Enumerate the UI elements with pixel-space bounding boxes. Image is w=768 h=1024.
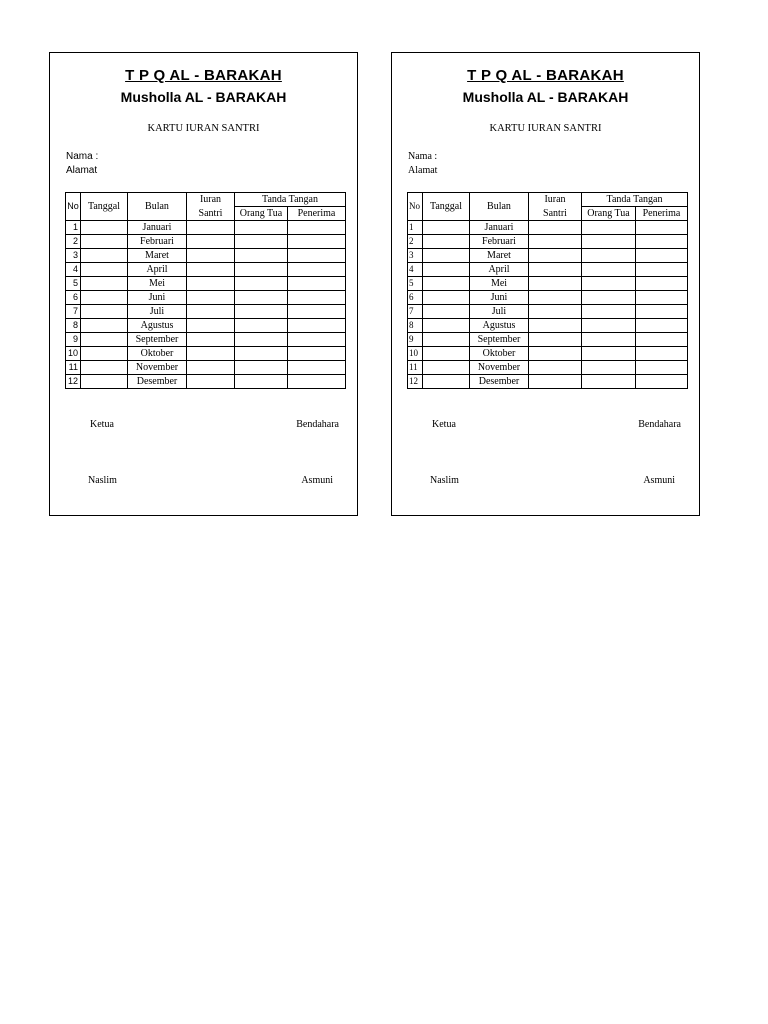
orang-tua-cell[interactable] <box>235 291 288 305</box>
tanggal-cell[interactable] <box>81 221 128 235</box>
row-no: 2 <box>66 235 81 249</box>
iuran-cell[interactable] <box>529 249 582 263</box>
orang-tua-cell[interactable] <box>582 235 636 249</box>
row-no: 11 <box>408 361 423 375</box>
iuran-cell[interactable] <box>529 305 582 319</box>
bulan-cell: Agustus <box>470 319 529 333</box>
orang-tua-cell[interactable] <box>582 361 636 375</box>
iuran-cell[interactable] <box>187 319 235 333</box>
card-title <box>392 67 699 84</box>
card-subtitle: Musholla AL - BARAKAH <box>120 89 287 105</box>
table-row <box>408 221 688 235</box>
header-no: No <box>66 193 81 221</box>
header-tanggal: Tanggal <box>81 193 128 221</box>
tanggal-cell[interactable] <box>423 375 470 389</box>
penerima-cell[interactable] <box>288 305 346 319</box>
row-no: 6 <box>408 291 423 305</box>
penerima-cell[interactable] <box>636 375 688 389</box>
alamat-field: Alamat <box>66 165 98 176</box>
bulan-cell: Juli <box>128 305 187 319</box>
iuran-cell[interactable] <box>187 277 235 291</box>
row-no: 7 <box>66 305 81 319</box>
orang-tua-cell[interactable] <box>235 305 288 319</box>
header-penerima: Penerima <box>288 207 346 221</box>
row-no: 11 <box>66 361 81 375</box>
row-no: 1 <box>408 221 423 235</box>
tanggal-cell[interactable] <box>81 277 128 291</box>
iuran-cell[interactable] <box>529 361 582 375</box>
tanggal-cell[interactable] <box>81 347 128 361</box>
row-no: 9 <box>66 333 81 347</box>
bulan-cell: Juni <box>128 291 187 305</box>
orang-tua-cell[interactable] <box>582 333 636 347</box>
penerima-cell[interactable] <box>636 221 688 235</box>
nama-field: Nama : <box>408 151 438 162</box>
card-name: KARTU IURAN SANTRI <box>489 123 602 134</box>
bendahara-label: Bendahara <box>638 419 681 430</box>
table-row <box>66 347 346 361</box>
tanggal-cell[interactable] <box>81 333 128 347</box>
bulan-cell: Desember <box>470 375 529 389</box>
table-row <box>66 375 346 389</box>
penerima-cell[interactable] <box>288 361 346 375</box>
orang-tua-cell[interactable] <box>235 249 288 263</box>
row-no: 10 <box>66 347 81 361</box>
iuran-cell[interactable] <box>529 375 582 389</box>
penerima-cell[interactable] <box>288 291 346 305</box>
tanggal-cell[interactable] <box>423 305 470 319</box>
iuran-cell[interactable] <box>529 347 582 361</box>
iuran-cell[interactable] <box>529 263 582 277</box>
iuran-cell[interactable] <box>187 249 235 263</box>
table-row <box>66 305 346 319</box>
bulan-cell: April <box>128 263 187 277</box>
tanggal-cell[interactable] <box>423 347 470 361</box>
iuran-table <box>407 192 688 389</box>
bulan-cell: November <box>470 361 529 375</box>
penerima-cell[interactable] <box>636 277 688 291</box>
tanggal-cell[interactable] <box>81 305 128 319</box>
bulan-cell: Februari <box>128 235 187 249</box>
iuran-cell[interactable] <box>187 305 235 319</box>
bulan-cell: Januari <box>128 221 187 235</box>
table-row <box>66 361 346 375</box>
penerima-cell[interactable] <box>288 347 346 361</box>
orang-tua-cell[interactable] <box>235 319 288 333</box>
header-tanda-tangan: Tanda Tangan <box>582 193 688 207</box>
row-no: 8 <box>66 319 81 333</box>
orang-tua-cell[interactable] <box>582 249 636 263</box>
row-no: 5 <box>66 277 81 291</box>
table-row <box>66 333 346 347</box>
row-no: 8 <box>408 319 423 333</box>
table-row <box>408 263 688 277</box>
bulan-cell: Oktober <box>128 347 187 361</box>
tanggal-cell[interactable] <box>423 319 470 333</box>
header-iuran: Iuran <box>187 193 235 207</box>
iuran-card-right <box>391 52 700 516</box>
header-no: No <box>408 193 423 221</box>
table-row <box>408 361 688 375</box>
bulan-cell: April <box>470 263 529 277</box>
row-no: 2 <box>408 235 423 249</box>
iuran-cell[interactable] <box>187 347 235 361</box>
penerima-cell[interactable] <box>288 249 346 263</box>
row-no: 4 <box>66 263 81 277</box>
table-row <box>408 305 688 319</box>
penerima-cell[interactable] <box>636 333 688 347</box>
bulan-cell: Maret <box>128 249 187 263</box>
header-tanda-tangan: Tanda Tangan <box>235 193 346 207</box>
bulan-cell: Mei <box>470 277 529 291</box>
table-row <box>408 333 688 347</box>
penerima-cell[interactable] <box>288 277 346 291</box>
penerima-cell[interactable] <box>636 319 688 333</box>
tanggal-cell[interactable] <box>423 333 470 347</box>
table-row <box>66 263 346 277</box>
tanggal-cell[interactable] <box>423 263 470 277</box>
table-row <box>66 249 346 263</box>
bendahara-name: Asmuni <box>301 475 333 486</box>
orang-tua-cell[interactable] <box>235 235 288 249</box>
row-no: 3 <box>66 249 81 263</box>
row-no: 1 <box>66 221 81 235</box>
tanggal-cell[interactable] <box>81 375 128 389</box>
orang-tua-cell[interactable] <box>582 277 636 291</box>
card-title <box>50 67 357 84</box>
table-row <box>66 277 346 291</box>
bulan-cell: November <box>128 361 187 375</box>
table-row <box>408 291 688 305</box>
bulan-cell: Januari <box>470 221 529 235</box>
table-row <box>66 319 346 333</box>
orang-tua-cell[interactable] <box>235 361 288 375</box>
iuran-cell[interactable] <box>529 333 582 347</box>
bendahara-name: Asmuni <box>643 475 675 486</box>
tanggal-cell[interactable] <box>81 361 128 375</box>
iuran-cell[interactable] <box>187 291 235 305</box>
tanggal-cell[interactable] <box>81 319 128 333</box>
row-no: 6 <box>66 291 81 305</box>
iuran-cell[interactable] <box>529 319 582 333</box>
row-no: 12 <box>408 375 423 389</box>
card-title-text: T P Q AL - BARAKAH <box>467 67 624 84</box>
tanggal-cell[interactable] <box>423 291 470 305</box>
orang-tua-cell[interactable] <box>235 333 288 347</box>
tanggal-cell[interactable] <box>81 249 128 263</box>
table-row <box>408 319 688 333</box>
orang-tua-cell[interactable] <box>582 263 636 277</box>
header-bulan: Bulan <box>470 193 529 221</box>
penerima-cell[interactable] <box>636 305 688 319</box>
penerima-cell[interactable] <box>636 249 688 263</box>
header-santri: Santri <box>187 207 235 221</box>
iuran-table <box>65 192 346 389</box>
bulan-cell: Maret <box>470 249 529 263</box>
iuran-cell[interactable] <box>529 221 582 235</box>
bulan-cell: Agustus <box>128 319 187 333</box>
tanggal-cell[interactable] <box>81 291 128 305</box>
row-no: 4 <box>408 263 423 277</box>
header-penerima: Penerima <box>636 207 688 221</box>
card-name: KARTU IURAN SANTRI <box>147 123 260 134</box>
row-no: 12 <box>66 375 81 389</box>
tanggal-cell[interactable] <box>81 235 128 249</box>
penerima-cell[interactable] <box>636 347 688 361</box>
bendahara-label: Bendahara <box>296 419 339 430</box>
table-row <box>66 221 346 235</box>
orang-tua-cell[interactable] <box>582 375 636 389</box>
penerima-cell[interactable] <box>288 333 346 347</box>
bulan-cell: September <box>128 333 187 347</box>
card-subtitle: Musholla AL - BARAKAH <box>462 89 629 105</box>
ketua-label: Ketua <box>90 419 114 430</box>
tanggal-cell[interactable] <box>423 249 470 263</box>
bulan-cell: Juni <box>470 291 529 305</box>
penerima-cell[interactable] <box>636 235 688 249</box>
table-row <box>408 375 688 389</box>
header-tanggal: Tanggal <box>423 193 470 221</box>
iuran-cell[interactable] <box>529 277 582 291</box>
penerima-cell[interactable] <box>636 361 688 375</box>
row-no: 10 <box>408 347 423 361</box>
penerima-cell[interactable] <box>288 263 346 277</box>
table-row <box>66 291 346 305</box>
bulan-cell: Desember <box>128 375 187 389</box>
bulan-cell: Mei <box>128 277 187 291</box>
ketua-label: Ketua <box>432 419 456 430</box>
iuran-cell[interactable] <box>187 235 235 249</box>
ketua-name: Naslim <box>88 475 117 486</box>
header-bulan: Bulan <box>128 193 187 221</box>
orang-tua-cell[interactable] <box>582 221 636 235</box>
penerima-cell[interactable] <box>636 291 688 305</box>
orang-tua-cell[interactable] <box>582 319 636 333</box>
header-iuran: Iuran <box>529 193 582 207</box>
iuran-cell[interactable] <box>187 263 235 277</box>
bulan-cell: Februari <box>470 235 529 249</box>
orang-tua-cell[interactable] <box>582 305 636 319</box>
orang-tua-cell[interactable] <box>235 263 288 277</box>
header-orang-tua: Orang Tua <box>235 207 288 221</box>
row-no: 3 <box>408 249 423 263</box>
row-no: 7 <box>408 305 423 319</box>
table-row <box>408 277 688 291</box>
iuran-cell[interactable] <box>187 221 235 235</box>
orang-tua-cell[interactable] <box>235 347 288 361</box>
penerima-cell[interactable] <box>288 221 346 235</box>
tanggal-cell[interactable] <box>423 221 470 235</box>
penerima-cell[interactable] <box>636 263 688 277</box>
iuran-cell[interactable] <box>187 333 235 347</box>
bulan-cell: Oktober <box>470 347 529 361</box>
iuran-cell[interactable] <box>529 291 582 305</box>
iuran-cell[interactable] <box>529 235 582 249</box>
table-row <box>408 235 688 249</box>
iuran-card-left <box>49 52 358 516</box>
tanggal-cell[interactable] <box>81 263 128 277</box>
orang-tua-cell[interactable] <box>582 291 636 305</box>
orang-tua-cell[interactable] <box>582 347 636 361</box>
tanggal-cell[interactable] <box>423 361 470 375</box>
table-row <box>408 249 688 263</box>
row-no: 5 <box>408 277 423 291</box>
orang-tua-cell[interactable] <box>235 375 288 389</box>
iuran-cell[interactable] <box>187 375 235 389</box>
ketua-name: Naslim <box>430 475 459 486</box>
table-row <box>66 235 346 249</box>
card-title-text: T P Q AL - BARAKAH <box>125 67 282 84</box>
row-no: 9 <box>408 333 423 347</box>
bulan-cell: Juli <box>470 305 529 319</box>
penerima-cell[interactable] <box>288 375 346 389</box>
penerima-cell[interactable] <box>288 319 346 333</box>
header-orang-tua: Orang Tua <box>582 207 636 221</box>
penerima-cell[interactable] <box>288 235 346 249</box>
table-row <box>408 347 688 361</box>
iuran-cell[interactable] <box>187 361 235 375</box>
orang-tua-cell[interactable] <box>235 221 288 235</box>
alamat-field: Alamat <box>408 165 438 176</box>
bulan-cell: September <box>470 333 529 347</box>
tanggal-cell[interactable] <box>423 235 470 249</box>
header-santri: Santri <box>529 207 582 221</box>
nama-field: Nama : <box>66 151 99 162</box>
tanggal-cell[interactable] <box>423 277 470 291</box>
orang-tua-cell[interactable] <box>235 277 288 291</box>
